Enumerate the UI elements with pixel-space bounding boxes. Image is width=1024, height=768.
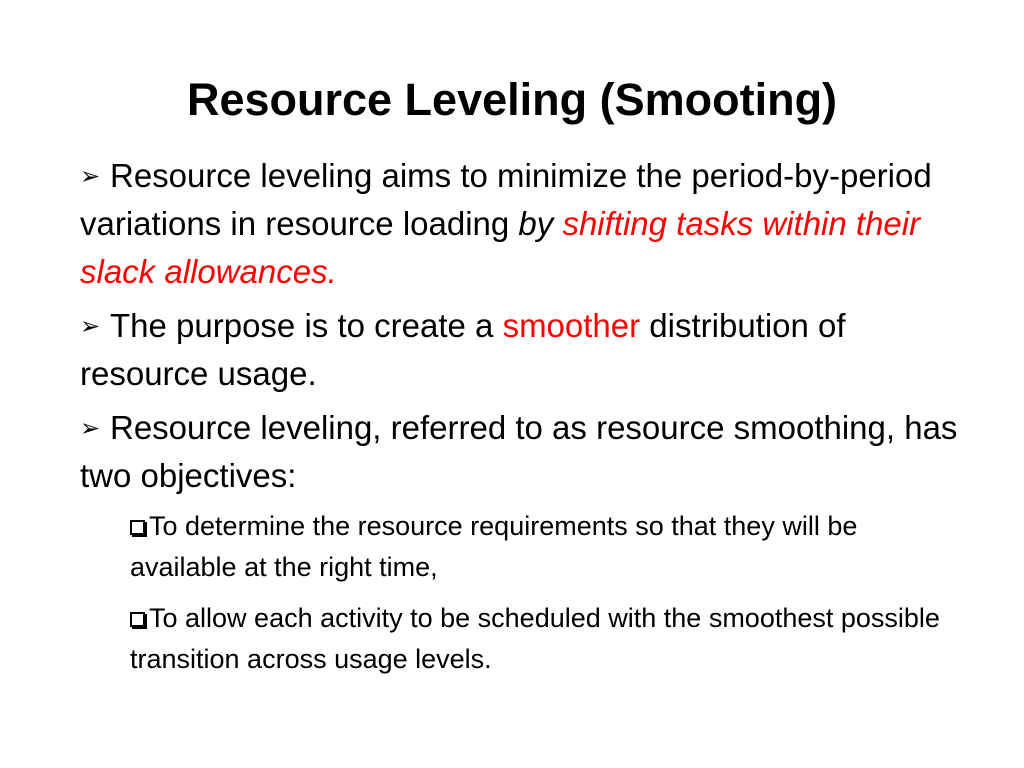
sub-bullet-2 bbox=[130, 598, 960, 680]
bullet-1-highlight: shifting tasks within their slack allowances. bbox=[80, 205, 921, 290]
sub-bullet-1 bbox=[130, 506, 960, 588]
bullet-2-text-after: distribution of resource usage. bbox=[80, 307, 846, 392]
checkbox-bullet-icon bbox=[130, 612, 145, 627]
bullet-1 bbox=[80, 152, 960, 296]
checkbox-bullet-icon bbox=[130, 520, 145, 535]
bullet-1-italic-prefix: by bbox=[518, 205, 554, 242]
bullet-1-text: Resource leveling aims to minimize the period-by-period variations in resource loading bbox=[80, 157, 932, 242]
slide-title: Resource Leveling (Smooting) bbox=[186, 74, 838, 125]
sub-bullet-2-text: To allow each activity to be scheduled with the smoothest possible transition across usage levels. bbox=[130, 603, 940, 674]
arrow-bullet-icon: ➢ bbox=[80, 312, 101, 340]
bullet-2 bbox=[80, 302, 960, 398]
arrow-bullet-icon: ➢ bbox=[80, 162, 101, 190]
slide-body bbox=[80, 152, 960, 690]
sub-bullet-1-text: To determine the resource requirements so that they will be available at the right time, bbox=[130, 511, 858, 582]
bullet-3 bbox=[80, 404, 960, 500]
bullet-3-text: Resource leveling, referred to as resource smoothing, has two objectives: bbox=[80, 409, 958, 494]
arrow-bullet-icon: ➢ bbox=[80, 414, 101, 442]
bullet-2-highlight: smoother bbox=[502, 307, 641, 344]
bullet-2-text-before: The purpose is to create a bbox=[110, 307, 494, 344]
